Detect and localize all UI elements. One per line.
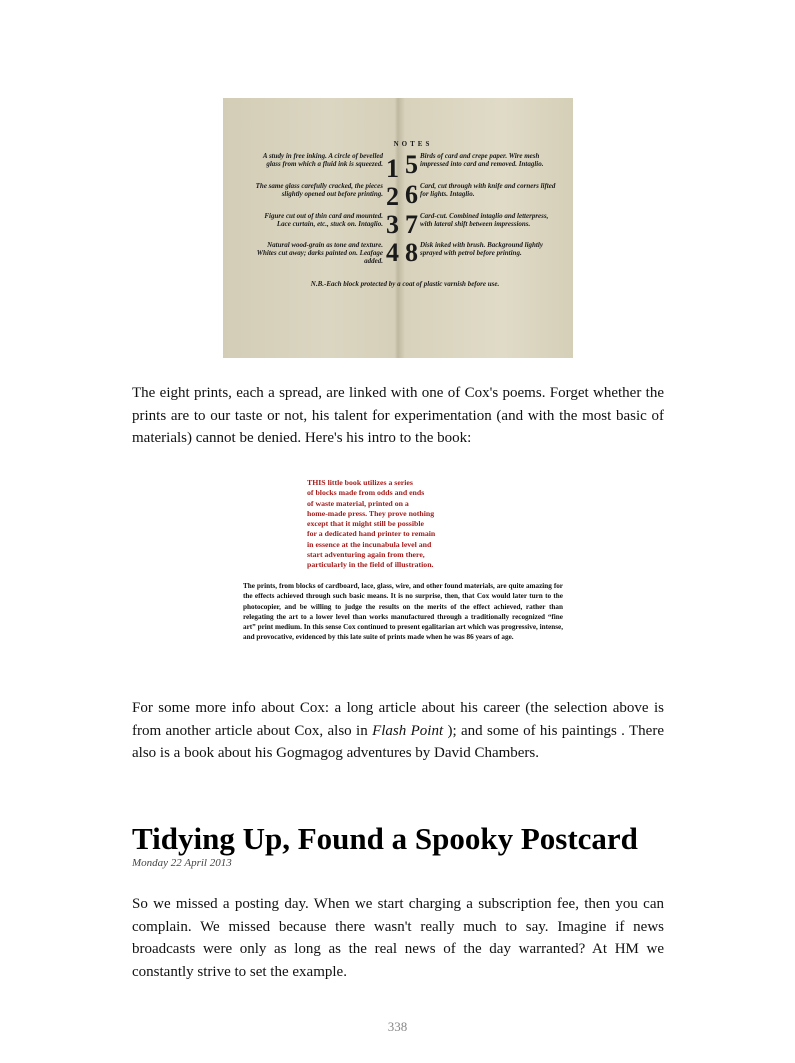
intro-red-text	[307, 478, 507, 571]
note-1-text: A study in free inking. A circle of bevelled glass from which a fluid ink is squeezed.	[262, 152, 383, 168]
intro-line: of blocks made from odds and ends	[307, 488, 425, 498]
note-6-text: Card, cut through with knife and corners lifted for lights. Intaglio.	[420, 182, 556, 198]
note-4-number: 4	[386, 238, 399, 267]
book-notes-photo	[223, 98, 573, 358]
intro-line: home-made press. They prove nothing	[307, 508, 435, 518]
note-6-number: 6	[405, 180, 418, 209]
more-info-text: For some more info about Cox: a long article about his career (the selection above is from another article about Cox, also in	[132, 700, 664, 739]
post-title: Tidying Up, Found a Spooky Postcard	[132, 821, 638, 856]
more-info-text-end: ); and some of his paintings . There also is a book about his Gogmagog adventures by David Chambers.	[132, 722, 664, 761]
intro-line: of waste material, printed on a	[307, 498, 409, 508]
note-3-number: 3	[386, 210, 399, 239]
note-2-number: 2	[386, 182, 399, 211]
note-3-text: Figure cut out of thin card and mounted. Lace curtain, etc., stuck on. Intaglio.	[264, 212, 383, 228]
note-4-text: Natural wood-grain as tone and texture. Whites cut away; darks painted on. Leafage added.	[256, 241, 383, 265]
paragraph-more-info	[132, 697, 664, 765]
intro-black-text: The prints, from blocks of cardboard, lace, glass, wire, and other found materials, are quite amazing for the effects achieved through such basic means. It is no surprise, then, that Cox would later turn to the photocopier, and be willing to judge the results on the merits of the effect achieved, rather than relegating the art to a lower level than works manufactured through a traditionally recognized “fine art” print medium. In this sense Cox continued to present egalitarian art which was progressive, intense, and provocative, evidenced by this late suite of prints made when he was 86 years of age.	[243, 582, 563, 642]
intro-line: in essence at the incunabula level and	[307, 539, 432, 549]
note-7-number: 7	[405, 210, 418, 239]
post-body: So we missed a posting day. When we start charging a subscription fee, then you can complain. We missed because there wasn't really much to say. Imagine if news broadcasts were only as long as the real news of the day warranted? At HM we constantly strive to set the example.	[132, 896, 664, 980]
notes-footnote: N.B.-Each block protected by a coat of plastic varnish before use.	[310, 280, 500, 288]
post-date: Monday 22 April 2013	[132, 857, 232, 869]
note-5-text: Birds of card and crepe paper. Wire mesh impressed into card and removed. Intaglio.	[420, 152, 544, 168]
intro-line: particularly in the field of illustration.	[307, 560, 434, 570]
paragraph-prints: The eight prints, each a spread, are linked with one of Cox's poems. Forget whether the prints are to our taste or not, his talent for experimentation (and with the most basic of materials) cannot be denied. Here's his intro to the book:	[132, 385, 664, 446]
note-7-text: Card-cut. Combined intaglio and letterpress, with lateral shift between impressions.	[420, 212, 549, 228]
note-8-number: 8	[405, 238, 418, 267]
note-2-text: The same glass carefully cracked, the pieces slightly opened out before printing.	[255, 182, 383, 198]
book-intro-excerpt	[243, 478, 563, 658]
intro-line: THIS little book utilizes a series	[307, 478, 413, 487]
intro-line: start adventuring again from there,	[307, 550, 425, 560]
note-1-number: 1	[386, 154, 399, 183]
intro-line: for a dedicated hand printer to remain	[307, 529, 436, 539]
intro-line: except that it might still be possible	[307, 519, 424, 529]
flash-point-title: Flash Point	[372, 722, 444, 739]
note-5-number: 5	[405, 150, 418, 179]
note-8-text: Disk inked with brush. Background lightly sprayed with petrol before printing.	[420, 241, 543, 257]
page-number: 338	[387, 1019, 408, 1034]
notes-heading: NOTES	[393, 140, 433, 148]
